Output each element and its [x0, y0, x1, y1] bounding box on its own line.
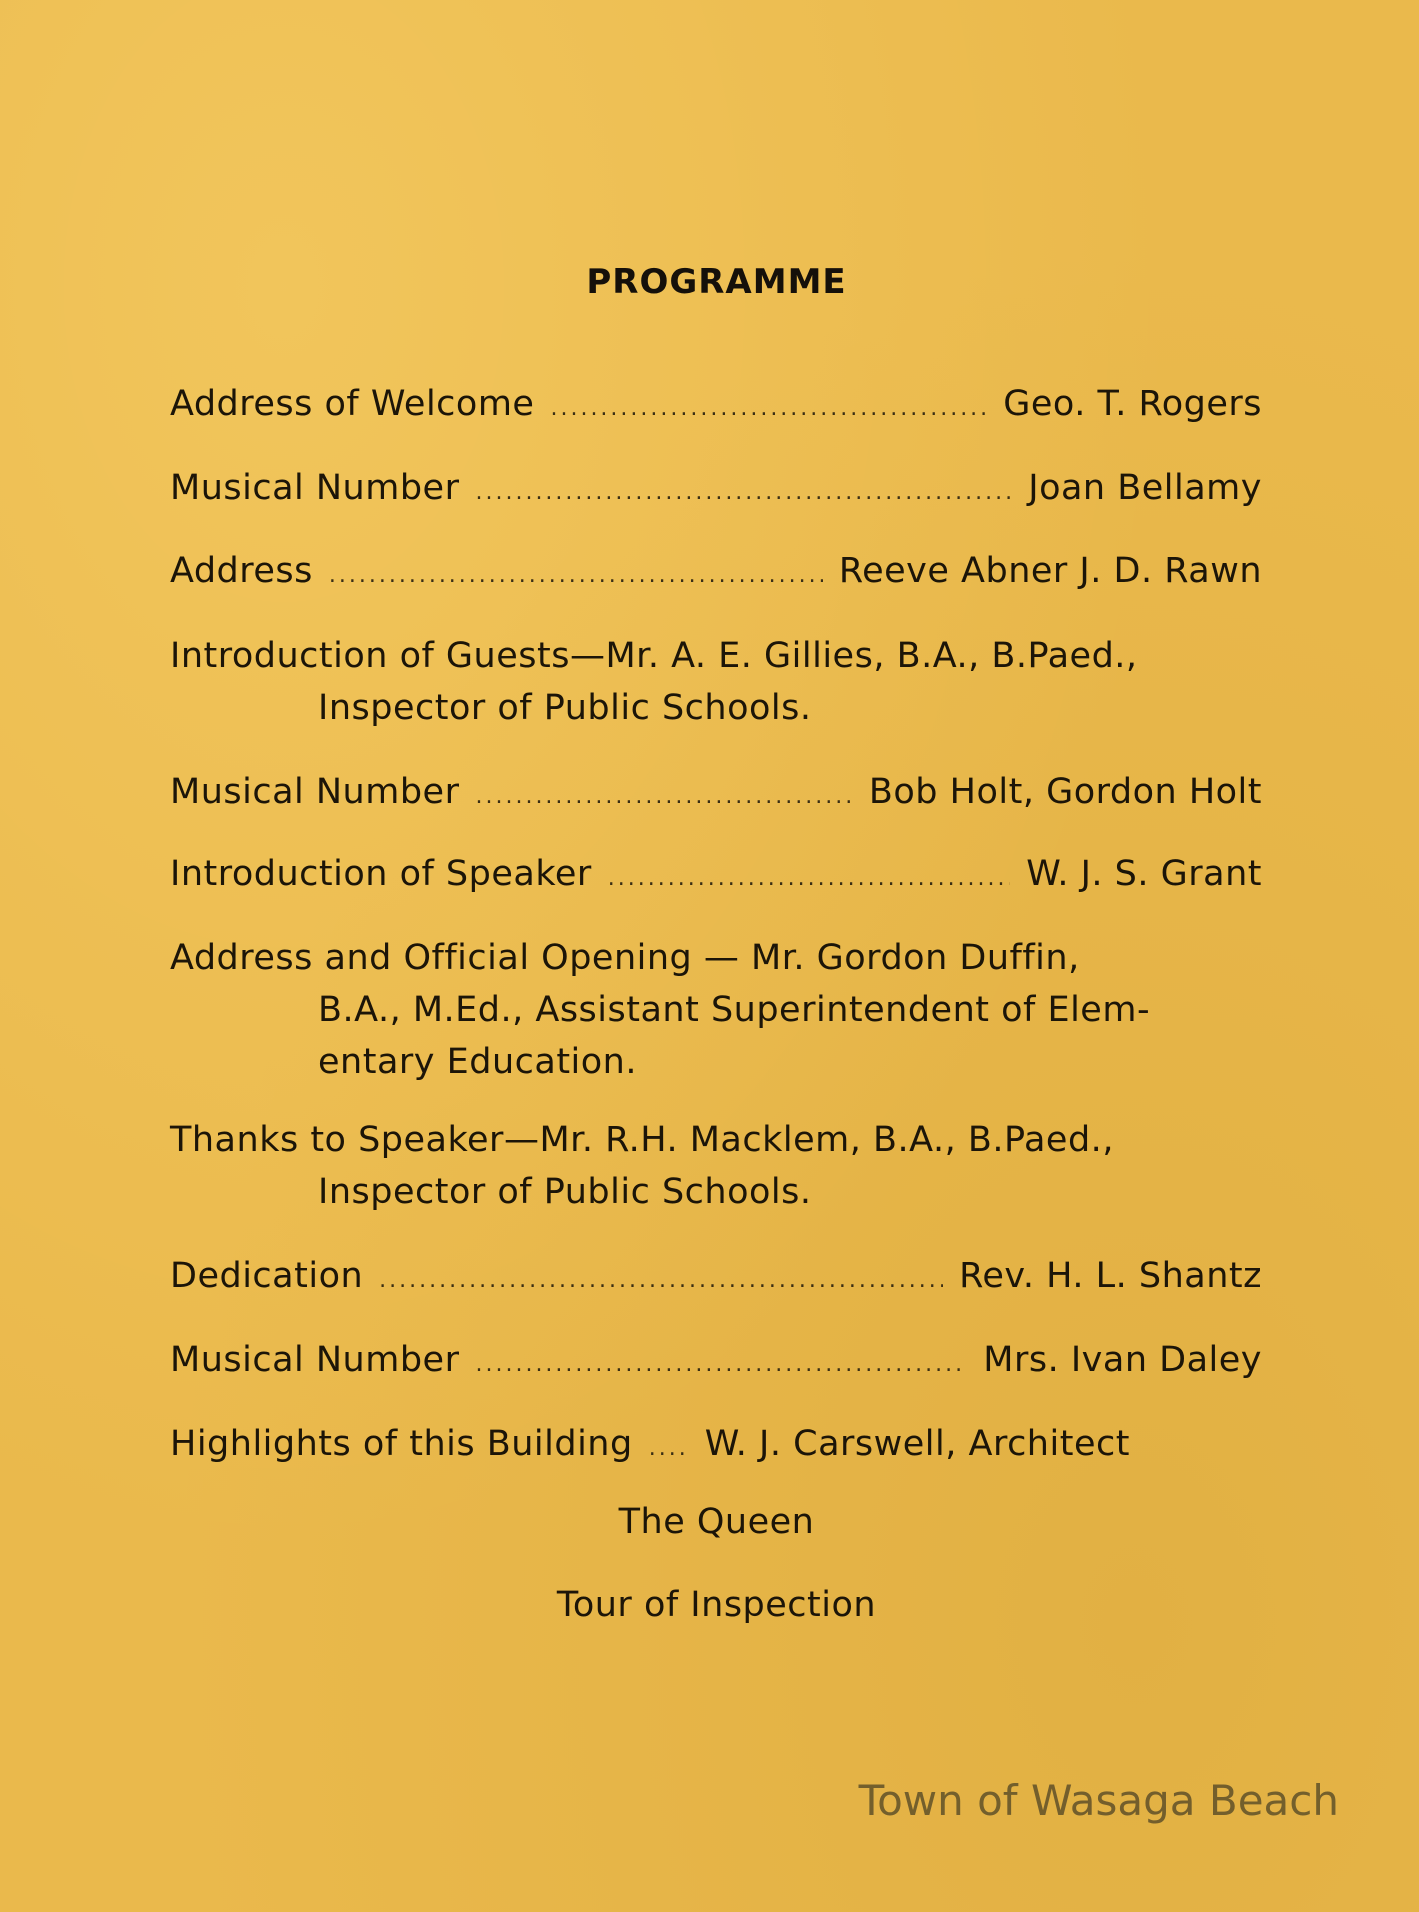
item-line: Inspector of Public Schools. [318, 1172, 812, 1212]
item-label: Musical Number [170, 1340, 460, 1380]
item-line: B.A., M.Ed., Assistant Superintendent of Elem- [318, 990, 1151, 1030]
programme-item [170, 545, 1262, 602]
programme-item [170, 932, 1262, 1088]
programme-item [170, 1418, 1262, 1475]
item-person: Rev. H. L. Shantz [959, 1256, 1262, 1296]
programme-item [170, 1114, 1262, 1218]
item-person: W. J. Carswell, Architect [704, 1424, 1130, 1464]
dot-leader [475, 467, 1012, 519]
programme-item [170, 462, 1262, 519]
item-person: Bob Holt, Gordon Holt [868, 772, 1262, 812]
item-person: Joan Bellamy [1028, 468, 1262, 508]
programme-item [170, 766, 1262, 823]
item-label: Dedication [170, 1256, 364, 1296]
item-line: entary Education. [318, 1042, 637, 1082]
programme-item [170, 630, 1262, 734]
item-label: Musical Number [170, 772, 460, 812]
item-label: Address of Welcome [170, 384, 535, 424]
item-line: Introduction of Guests—Mr. A. E. Gillies, B.A., B.Paed., [170, 636, 1138, 676]
item-person: Geo. T. Rogers [1003, 384, 1262, 424]
dot-leader [379, 1255, 943, 1307]
programme-item-centered: The Queen [618, 1502, 815, 1542]
dot-leader [475, 1339, 967, 1391]
item-label: Introduction of Speaker [170, 854, 592, 894]
item-person: Mrs. Ivan Daley [983, 1340, 1262, 1380]
dot-leader [649, 1423, 689, 1475]
programme-title: PROGRAMME [586, 262, 847, 302]
item-label: Highlights of this Building [170, 1424, 633, 1464]
item-line: Thanks to Speaker—Mr. R.H. Macklem, B.A., B.Paed., [170, 1120, 1114, 1160]
programme-item [170, 1334, 1262, 1391]
programme-item [170, 378, 1262, 435]
item-label: Address [170, 551, 313, 591]
dot-leader [475, 771, 852, 823]
dot-leader [329, 550, 823, 602]
watermark: Town of Wasaga Beach [858, 1776, 1339, 1825]
item-line: Address and Official Opening — Mr. Gordon Duffin, [170, 938, 1080, 978]
programme-item [170, 1250, 1262, 1307]
item-person: Reeve Abner J. D. Rawn [838, 551, 1262, 591]
dot-leader [608, 853, 1010, 905]
programme-item [170, 848, 1262, 905]
item-line: Inspector of Public Schools. [318, 688, 812, 728]
item-label: Musical Number [170, 468, 460, 508]
programme-item-centered: Tour of Inspection [556, 1585, 877, 1625]
dot-leader [550, 383, 987, 435]
item-person: W. J. S. Grant [1026, 854, 1262, 894]
